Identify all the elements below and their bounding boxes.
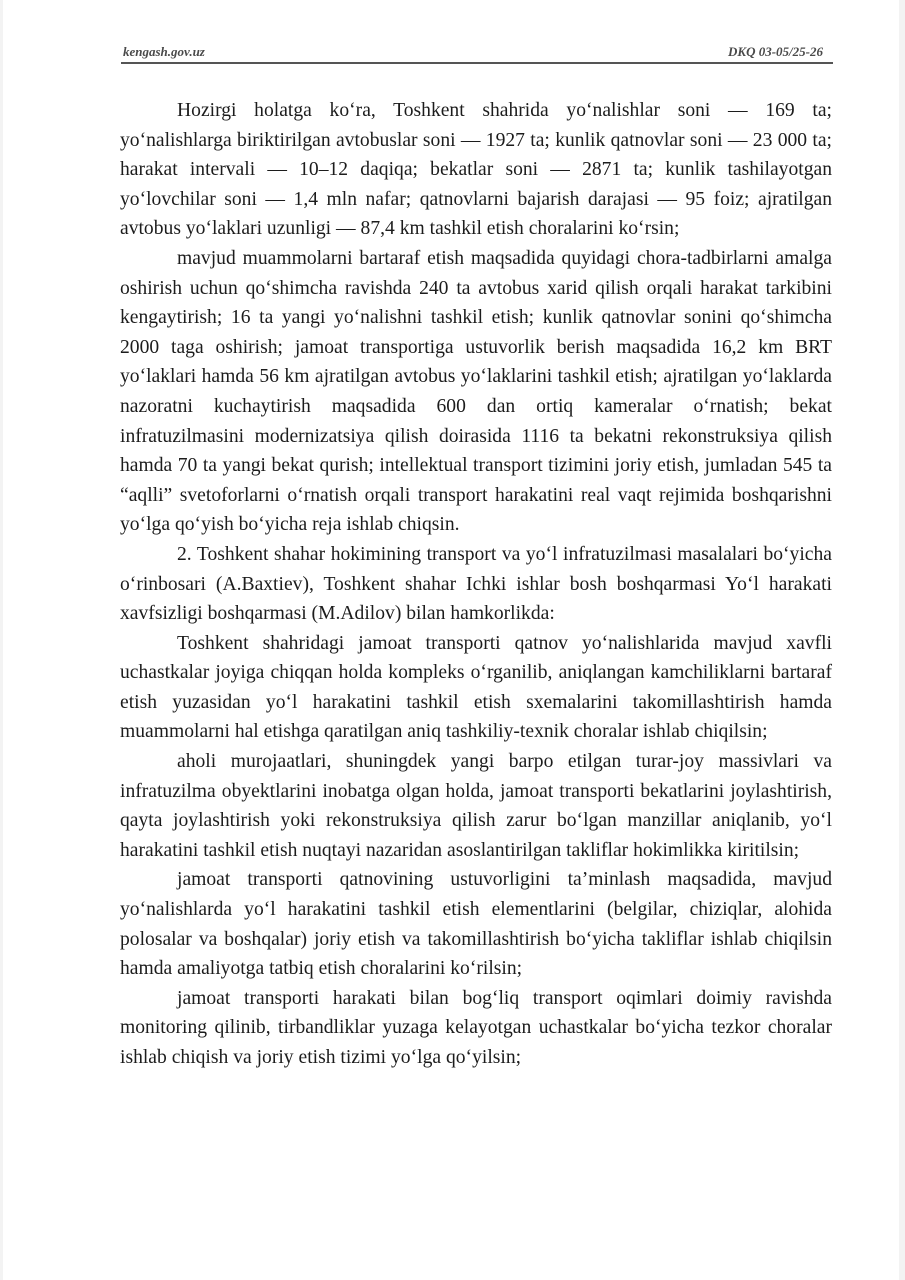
page-header (121, 40, 833, 64)
document-page (3, 0, 899, 1280)
document-body (120, 96, 832, 1073)
site-name: kengash.gov.uz (123, 44, 205, 59)
paragraph-item-2: 2. Toshkent shahar hokimining transport va yo‘l infratuzilmasi masalalari bo‘yicha o‘rinbosari (A.Baxtiev), Toshkent shahar Ichki ishlar bosh boshqarmasi Yo‘l harakati xavfsizligi boshqarmasi (M.Adilov) bilan hamkorlikda: (120, 543, 832, 625)
paragraph-current-state: Hozirgi holatga ko‘ra, Toshkent shahrida yo‘nalishlar soni — 169 ta; yo‘nalishlarga biriktirilgan avtobuslar soni — 1927 ta; kunlik qatnovlar soni — 23 000 ta; harakat intervali — 10–12 daqiqa; bekatlar soni — 2871 ta; kunlik tashilayotgan yo‘lovchilar soni — 1,4 mln nafar; qatnovlarni bajarish darajasi — 95 foiz; ajratilgan avtobus yo‘laklari uzunligi — 87,4 km tashkil etish choralarini ko‘rsin; (120, 100, 832, 240)
document-code: DKQ 03-05/25-26 (728, 44, 823, 59)
paragraph-bus-stops: aholi murojaatlari, shuningdek yangi barpo etilgan turar-joy massivlari va infratuzilma obyektlarini inobatga olgan holda, jamoat transporti bekatlarini joylashtirish, qayta joylashtirish yoki rekonstruksiya qilish zarur bo‘lgan manzillar aniqlanib, yo‘l harakatini tashkil etish nuqtayi nazaridan asoslantirilgan takliflar hokimlikka kiritilsin; (120, 751, 832, 861)
paragraph-measures: mavjud muammolarni bartaraf etish maqsadida quyidagi chora-tadbirlarni amalga oshirish uchun qo‘shimcha ravishda 240 ta avtobus xarid qilish orqali harakat tarkibini kengaytirish; 16 ta yangi yo‘nalishni tashkil etish; kunlik qatnovlar sonini qo‘shimcha 2000 taga oshirish; jamoat transportiga ustuvorlik berish maqsadida 16,2 km BRT yo‘laklari hamda 56 km ajratilgan avtobus yo‘laklarini tashkil etish; ajratilgan yo‘laklarda nazoratni kuchaytirish maqsadida 600 dan ortiq kameralar o‘rnatish; bekat infratuzilmasini modernizatsiya qilish doirasida 1116 ta bekatni rekonstruksiya qilish hamda 70 ta yangi bekat qurish; intellektual transport tizimini joriy etish, jumladan 545 ta “aqlli” svetoforlarni o‘rnatish orqali transport harakatini real vaqt rejimida boshqarishni yo‘lga qo‘yish bo‘yicha reja ishlab chiqsin. (120, 247, 832, 536)
paragraph-dangerous-sections: Toshkent shahridagi jamoat transporti qatnov yo‘nalishlarida mavjud xavfli uchastkalar joyiga chiqqan holda kompleks o‘rganilib, aniqlangan kamchiliklarni bartaraf etish yuzasidan yo‘l harakatini tashkil etish sxemalarini takomillashtirish hamda muammolarni hal etishga qaratilgan aniq tashkiliy-texnik choralar ishlab chiqilsin; (120, 632, 832, 743)
paragraph-monitoring: jamoat transporti harakati bilan bog‘liq transport oqimlari doimiy ravishda monitoring qilinib, tirbandliklar yuzaga kelayotgan uchastkalar bo‘yicha tezkor choralar ishlab chiqish va joriy etish tizimi yo‘lga qo‘yilsin; (120, 987, 832, 1068)
paragraph-priority: jamoat transporti qatnovining ustuvorligini ta’minlash maqsadida, mavjud yo‘nalishlarda yo‘l harakatini tashkil etish elementlarini (belgilar, chiziqlar, alohida polosalar va boshqalar) joriy etish va takomillashtirish bo‘yicha takliflar ishlab chiqilsin hamda amaliyotga tatbiq etish choralarini ko‘rilsin; (120, 869, 832, 980)
